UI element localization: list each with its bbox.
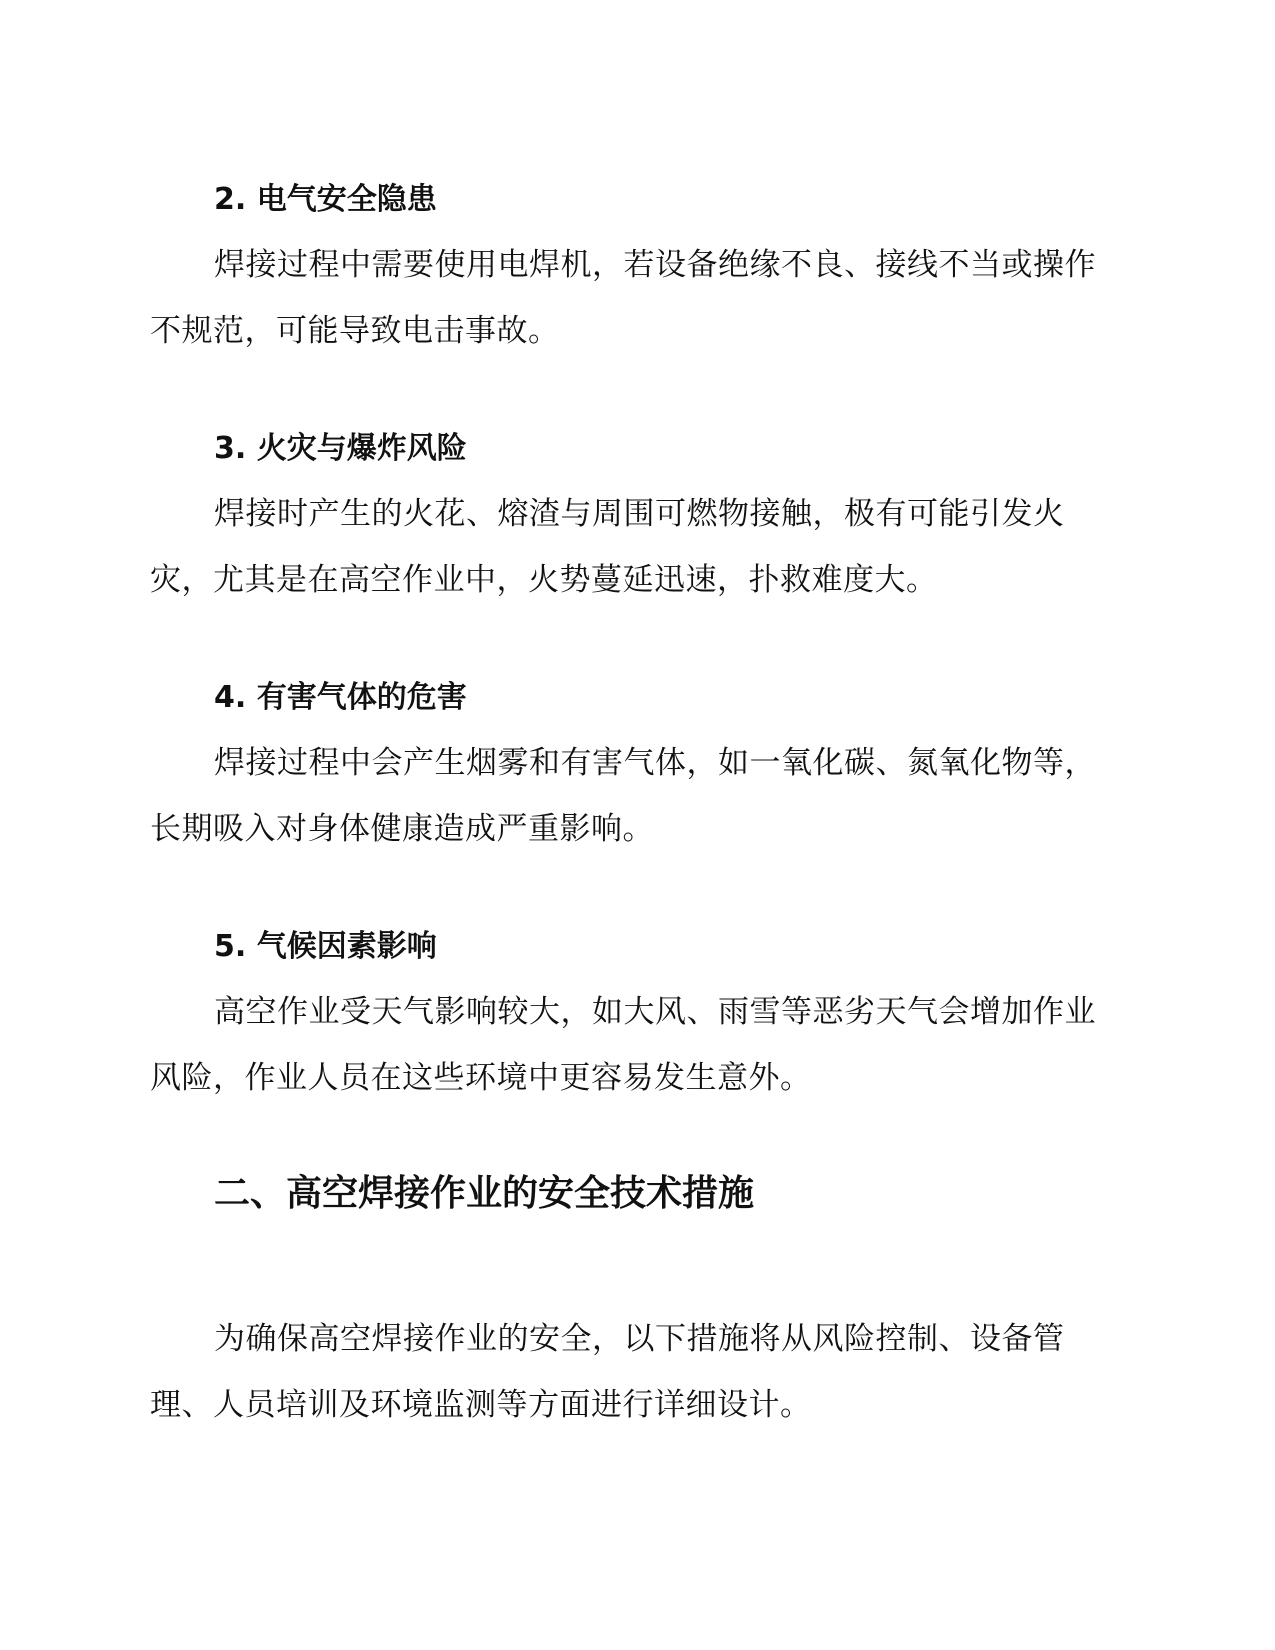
section-heading: 2. 电气安全隐患	[214, 182, 437, 217]
section-weather	[150, 915, 1120, 1111]
section-heading: 5. 气候因素影响	[214, 929, 437, 964]
chapter-intro-paragraph: 为确保高空焊接作业的安全，以下措施将从风险控制、设备管理、人员培训及环境监测等方面进行详细设计。	[150, 1321, 1065, 1423]
section-fire	[150, 417, 1120, 613]
section-heading: 3. 火灾与爆炸风险	[214, 431, 467, 466]
section-paragraph: 焊接过程中会产生烟雾和有害气体，如一氧化碳、氮氧化物等，长期吸入对身体健康造成严重影响。	[150, 745, 1096, 847]
section-paragraph: 焊接时产生的火花、熔渣与周围可燃物接触，极有可能引发火灾，尤其是在高空作业中，火势蔓延迅速，扑救难度大。	[150, 496, 1065, 598]
section-paragraph: 高空作业受天气影响较大，如大风、雨雪等恶劣天气会增加作业风险，作业人员在这些环境中更容易发生意外。	[150, 994, 1096, 1096]
chapter-heading: 二、高空焊接作业的安全技术措施	[214, 1173, 755, 1214]
page-content	[150, 168, 1120, 1438]
section-gas	[150, 666, 1120, 862]
section-electrical	[150, 168, 1120, 364]
section-heading: 4. 有害气体的危害	[214, 680, 467, 715]
section-paragraph: 焊接过程中需要使用电焊机，若设备绝缘不良、接线不当或操作不规范，可能导致电击事故。	[150, 247, 1096, 349]
